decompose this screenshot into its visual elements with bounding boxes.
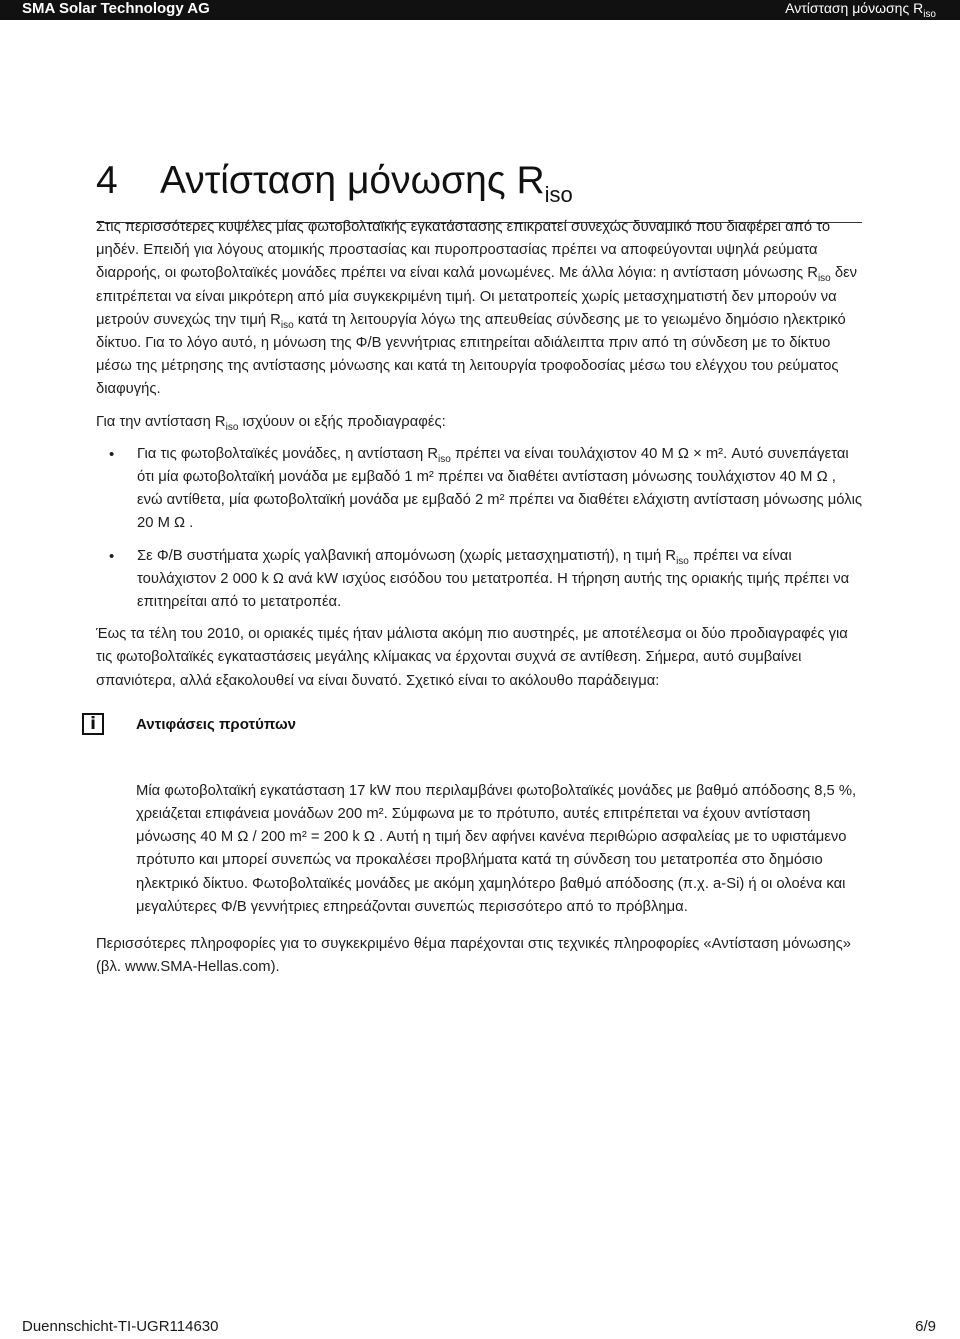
specs-intro-text-1: Για την αντίσταση R — [96, 413, 226, 430]
intro-text-2: δεν επιτρέπεται να είναι μικρότερη από μία συγκεκριμένη τιμή. Οι μετατροπείς χωρίς μετασχηματιστή δεν μπορούν να μετρούν συνεχώς την τιμή R — [96, 265, 858, 328]
intro-subscript-1: iso — [817, 273, 831, 285]
main-content — [90, 216, 864, 988]
info-note — [90, 713, 864, 919]
section-title — [96, 154, 862, 223]
bullet-subscript: iso — [676, 555, 689, 567]
list-item — [96, 443, 864, 536]
header-topic — [785, 0, 936, 23]
specs-list — [96, 443, 864, 614]
section-title-subscript: iso — [544, 181, 573, 207]
company-name: SMA Solar Technology AG — [22, 0, 210, 17]
header-topic-text: Αντίσταση μόνωσης R — [785, 0, 924, 16]
note-heading: Αντιφάσεις προτύπων — [136, 715, 296, 733]
history-paragraph: Έως τα τέλη του 2010, οι οριακές τιμές ήταν μάλιστα ακόμη πιο αυστηρές, με αποτέλεσμα οι δύο προδιαγραφές για τις φωτοβολταϊκές εγκαταστάσεις μεγάλης κλίμακας να έρχονται συχνά σε αντίθεση. Σήμερα, αυτό συμβαίνει σπανιότερα, αλλά εξακολουθεί να είναι δυνατό. Σχετικό είναι το ακόλουθο παράδειγμα: — [96, 626, 848, 689]
bullet-subscript: iso — [438, 453, 451, 465]
page-header — [0, 0, 960, 20]
intro-paragraph — [96, 216, 864, 402]
section-number: 4 — [96, 159, 118, 202]
note-text: Μία φωτοβολταϊκή εγκατάσταση 17 kW που περιλαμβάνει φωτοβολταϊκές μονάδες με βαθμό απόδοσης 8,5 %, χρειάζεται επιφάνεια μονάδων 200 m². Σύμφωνα με το πρότυπο, αυτές επιτρέπεται να έχουν αντίσταση μόνωσης 40 M Ω / 200 m² = 200 k Ω . Αυτή η τιμή δεν αφήνει κανένα περιθώριο ασφαλείας με το υφιστάμενο πρότυπο και μπορεί συνεπώς να προκαλέσει προβλήματα κατά τη σύνδεση του μετατροπέα στο δημόσιο ηλεκτρικό δίκτυο. Φωτοβολταϊκές μονάδες με ακόμη χαμηλότερο βαθμό απόδοσης (π.χ. a-Si) ή οι ολοένα και μεγαλύτερες Φ/Β γεννήτριες επηρεάζονται συνεπώς περισσότερο από το πρόβλημα. — [136, 782, 857, 915]
specs-intro-text-2: ισχύουν οι εξής προδιαγραφές: — [238, 413, 446, 430]
intro-text-1: Στις περισσότερες κυψέλες μίας φωτοβολταϊκής εγκατάστασης επικρατεί συνεχώς δυναμικό που διαφέρει από το μηδέν. Επειδή για λόγους ατομικής προστασίας και πυροπροστασίας πρέπει να αποφεύγονται υψηλά ρεύματα διαρροής, οι φωτοβολταϊκές μονάδες πρέπει να είναι καλά μονωμένες. Με άλλα λόγια: η αντίσταση μόνωσης R — [96, 219, 831, 282]
specs-intro-paragraph — [96, 411, 864, 434]
bullet-icon: • — [109, 547, 115, 565]
page-number: 6/9 — [915, 1318, 936, 1335]
bullet-icon: • — [109, 445, 115, 463]
section-title-text: Αντίσταση μόνωσης R — [160, 159, 545, 202]
more-info-paragraph: Περισσότερες πληροφορίες για το συγκεκριμένο θέμα παρέχονται στις τεχνικές πληροφορίες «Αντίσταση μόνωσης» (βλ. www.SMA-Hellas.com). — [96, 936, 851, 976]
list-item — [96, 545, 864, 615]
bullet-text-2: πρέπει να είναι τουλάχιστον 2 000 k Ω ανά kW ισχύος εισόδου του μετατροπέα. Η τήρηση αυτής της οριακής τιμής πρέπει να επιτηρείται από το μετατροπέα. — [137, 547, 850, 611]
header-topic-subscript: iso — [923, 8, 936, 20]
specs-intro-subscript: iso — [225, 421, 239, 433]
info-icon: i — [82, 713, 104, 735]
bullet-text-2: πρέπει να είναι τουλάχιστον 40 M Ω × m². Αυτό συνεπάγεται ότι μία φωτοβολταϊκή μονάδα με εμβαδό 1 m² πρέπει να διαθέτει αντίσταση μόνωσης τουλάχιστον 40 M Ω , ενώ αντίθετα, μία φωτοβολταϊκή μονάδα με εμβαδό 2 m² πρέπει να διαθέτει ελάχιστη αντίσταση μόνωσης μόλις 20 M Ω . — [137, 445, 863, 532]
intro-text-3: κατά τη λειτουργία λόγω της απευθείας σύνδεσης με το γειωμένο δημόσιο ηλεκτρικό δίκτυο. Για το λόγο αυτό, η μόνωση της Φ/Β γεννήτριας επιτηρείται αδιάλειπτα πριν από τη σύνδεση με το δίκτυο μέσω της μέτρησης της αντίστασης μόνωσης και κατά τη λειτουργία τροφοδοσίας μέσω του ελέγχου του ρεύματος διαφυγής. — [96, 311, 846, 398]
bullet-text-1: Σε Φ/Β συστήματα χωρίς γαλβανική απομόνωση (χωρίς μετασχηματιστή), η τιμή R — [137, 547, 677, 564]
document-id: Duennschicht-TI-UGR114630 — [22, 1318, 219, 1335]
bullet-text-1: Για τις φωτοβολταϊκές μονάδες, η αντίσταση R — [137, 445, 439, 462]
intro-subscript-2: iso — [280, 319, 294, 331]
